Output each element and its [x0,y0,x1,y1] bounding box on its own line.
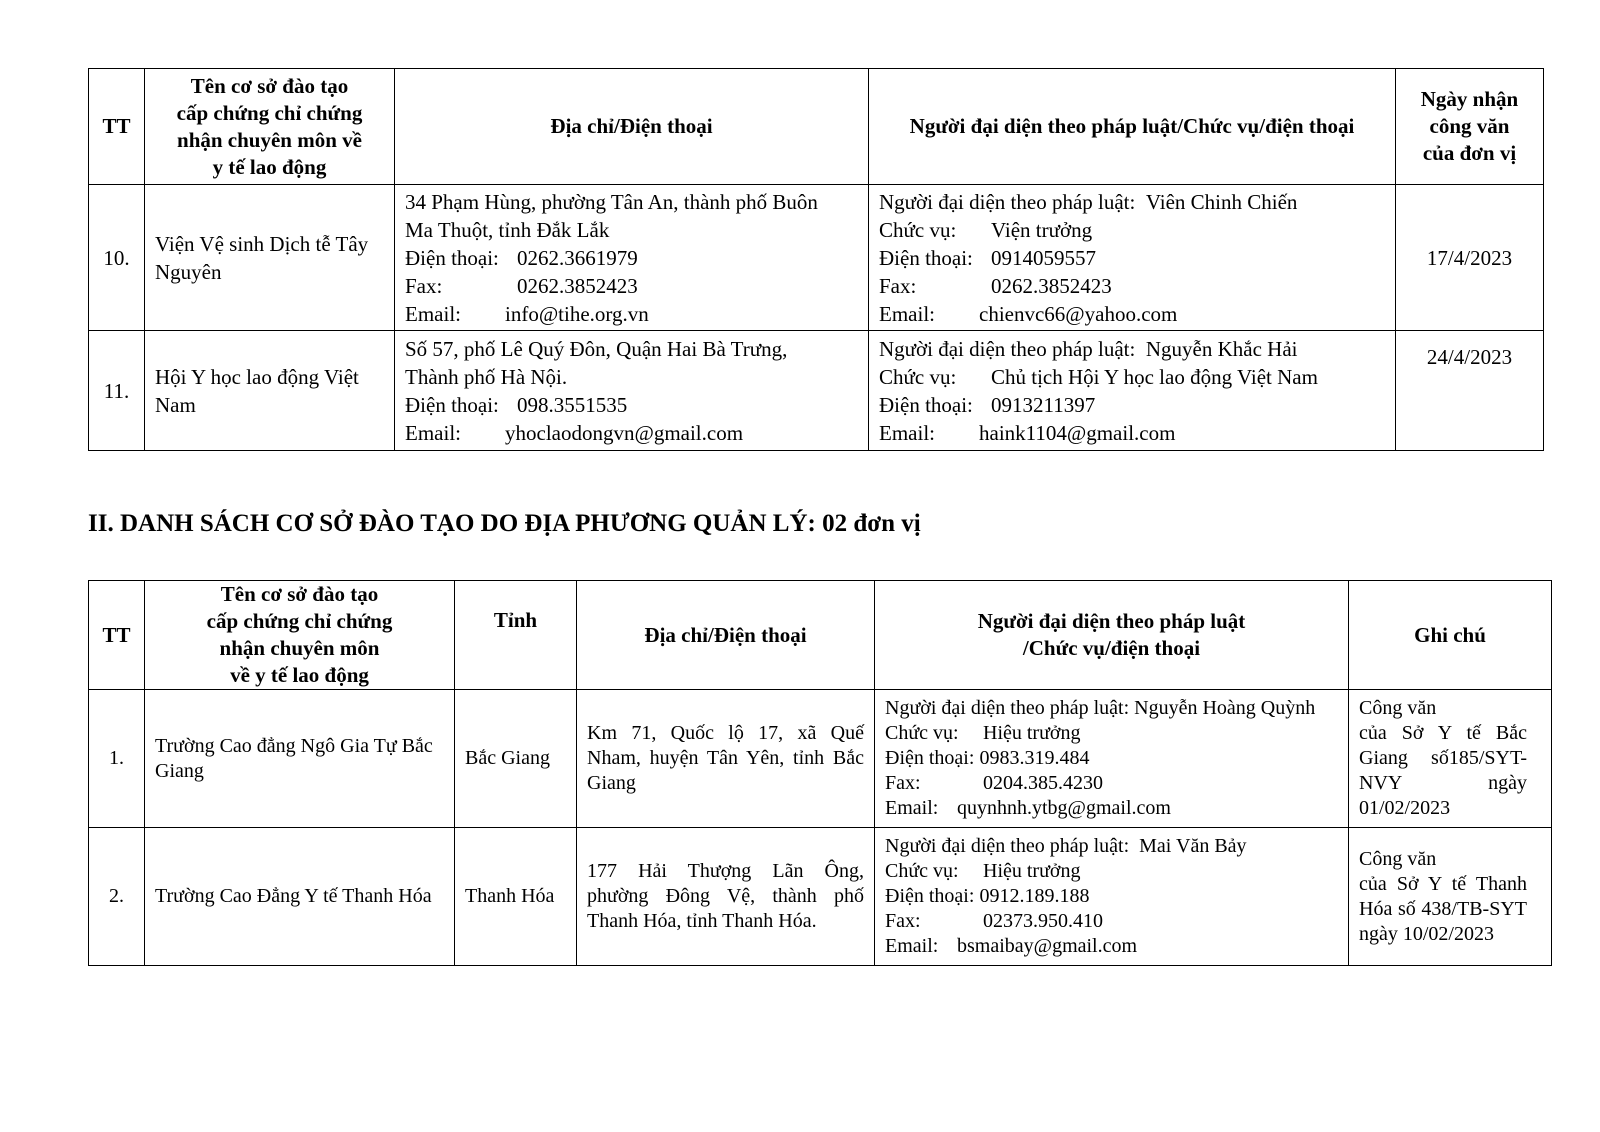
representative-cell: Người đại diện theo pháp luật: Nguyễn Hoàng Quỳnh Chức vụ: Hiệu trưởng Điện thoại: 0983.319.484 Fax: 0204.385.4230 Email: quynhnh.ytbg@gmail.com [875,690,1349,828]
province: Thanh Hóa [455,828,577,966]
phone-value: 098.3551535 [517,392,628,417]
header-date-received: Ngày nhận công văn của đơn vị [1396,69,1544,185]
training-institutions-table-local [88,580,1552,966]
rep-email: bsmaibay@gmail.com [957,935,1138,957]
rep-position: Hiệu trưởng [983,860,1081,882]
phone-value: 0262.3661979 [517,245,638,270]
table-header-row [89,69,1544,185]
representative-cell: Người đại diện theo pháp luật: Mai Văn Bảy Chức vụ: Hiệu trưởng Điện thoại: 0912.189.188 Fax: 02373.950.410 Email: bsmaibay@gmail.com [875,828,1349,966]
table-row [89,185,1544,331]
rep-phone: 0914059557 [991,245,1096,270]
institution-name: Trường Cao Đẳng Y tế Thanh Hóa [145,828,455,966]
representative-cell: Người đại diện theo pháp luật: Nguyễn Khắc Hải Chức vụ: Chủ tịch Hội Y học lao động Việt Nam Điện thoại: 0913211397 Email: haink1104@gmail.com [869,331,1396,451]
rep-fax: 0262.3852423 [991,273,1112,298]
row-number: 2. [89,828,145,966]
email-value: yhoclaodongvn@gmail.com [505,420,744,445]
date-received: 24/4/2023 [1396,331,1544,451]
header-institution-name: Tên cơ sở đào tạo cấp chứng chỉ chứng nhận chuyên môn về y tế lao động [145,69,395,185]
province: Bắc Giang [455,690,577,828]
rep-phone: 0983.319.484 [979,747,1090,769]
rep-name: Nguyễn Hoàng Quỳnh [1134,697,1316,719]
rep-fax: 0204.385.4230 [983,772,1103,794]
header-institution-name: Tên cơ sở đào tạo cấp chứng chỉ chứng nhận chuyên môn về y tế lao động [145,581,455,690]
address-cell: Số 57, phố Lê Quý Đôn, Quận Hai Bà Trưng, Thành phố Hà Nội. Điện thoại: 098.3551535 Email: yhoclaodongvn@gmail.com [395,331,869,451]
rep-name: Nguyễn Khắc Hải [1145,336,1298,361]
section-2-title: II. DANH SÁCH CƠ SỞ ĐÀO TẠO DO ĐỊA PHƯƠNG QUẢN LÝ: 02 đơn vị [88,510,921,537]
note-cell: Công văn của Sở Y tế Bắc Giang số185/SYT-NVY ngày 01/02/2023 [1349,690,1552,828]
date-received: 17/4/2023 [1396,185,1544,331]
rep-position: Hiệu trưởng [983,722,1081,744]
address-cell: Km 71, Quốc lộ 17, xã Quế Nham, huyện Tân Yên, tỉnh Bắc Giang [577,690,875,828]
address-cell: 34 Phạm Hùng, phường Tân An, thành phố Buôn Ma Thuột, tỉnh Đắk Lắk Điện thoại: 0262.3661979 Fax: 0262.3852423 Email: info@tihe.org.vn [395,185,869,331]
rep-position: Viện trưởng [991,217,1093,242]
institution-name: Viện Vệ sinh Dịch tễ Tây Nguyên [145,185,395,331]
email-value: info@tihe.org.vn [505,301,649,326]
header-tt: TT [89,581,145,690]
table-row [89,331,1544,451]
row-number: 1. [89,690,145,828]
row-number: 11. [89,331,145,451]
address-cell: 177 Hải Thượng Lãn Ông, phường Đông Vệ, thành phố Thanh Hóa, tỉnh Thanh Hóa. [577,828,875,966]
rep-email: haink1104@gmail.com [979,420,1176,445]
institution-name: Trường Cao đẳng Ngô Gia Tự Bắc Giang [145,690,455,828]
rep-position: Chủ tịch Hội Y học lao động Việt Nam [991,364,1318,389]
table-row [89,828,1552,966]
training-institutions-table-central [88,68,1544,451]
institution-name: Hội Y học lao động Việt Nam [145,331,395,451]
fax-value: 0262.3852423 [517,273,638,298]
header-address: Địa chỉ/Điện thoại [577,581,875,690]
header-address: Địa chỉ/Điện thoại [395,69,869,185]
rep-name: Viên Chinh Chiến [1145,189,1298,214]
rep-email: quynhnh.ytbg@gmail.com [957,797,1171,819]
header-representative: Người đại diện theo pháp luật /Chức vụ/điện thoại [875,581,1349,690]
header-representative: Người đại diện theo pháp luật/Chức vụ/điện thoại [869,69,1396,185]
rep-fax: 02373.950.410 [983,910,1103,932]
rep-email: chienvc66@yahoo.com [979,301,1178,326]
table-row [89,690,1552,828]
rep-name: Mai Văn Bảy [1139,835,1247,857]
header-tt: TT [89,69,145,185]
rep-phone: 0912.189.188 [979,885,1090,907]
row-number: 10. [89,185,145,331]
header-note: Ghi chú [1349,581,1552,690]
header-province: Tỉnh [455,581,577,690]
note-cell: Công văn của Sở Y tế Thanh Hóa số 438/TB-SYT ngày 10/02/2023 [1349,828,1552,966]
representative-cell: Người đại diện theo pháp luật: Viên Chinh Chiến Chức vụ: Viện trưởng Điện thoại: 0914059557 Fax: 0262.3852423 Email: chienvc66@yahoo.com [869,185,1396,331]
rep-phone: 0913211397 [991,392,1096,417]
table-header-row [89,581,1552,690]
